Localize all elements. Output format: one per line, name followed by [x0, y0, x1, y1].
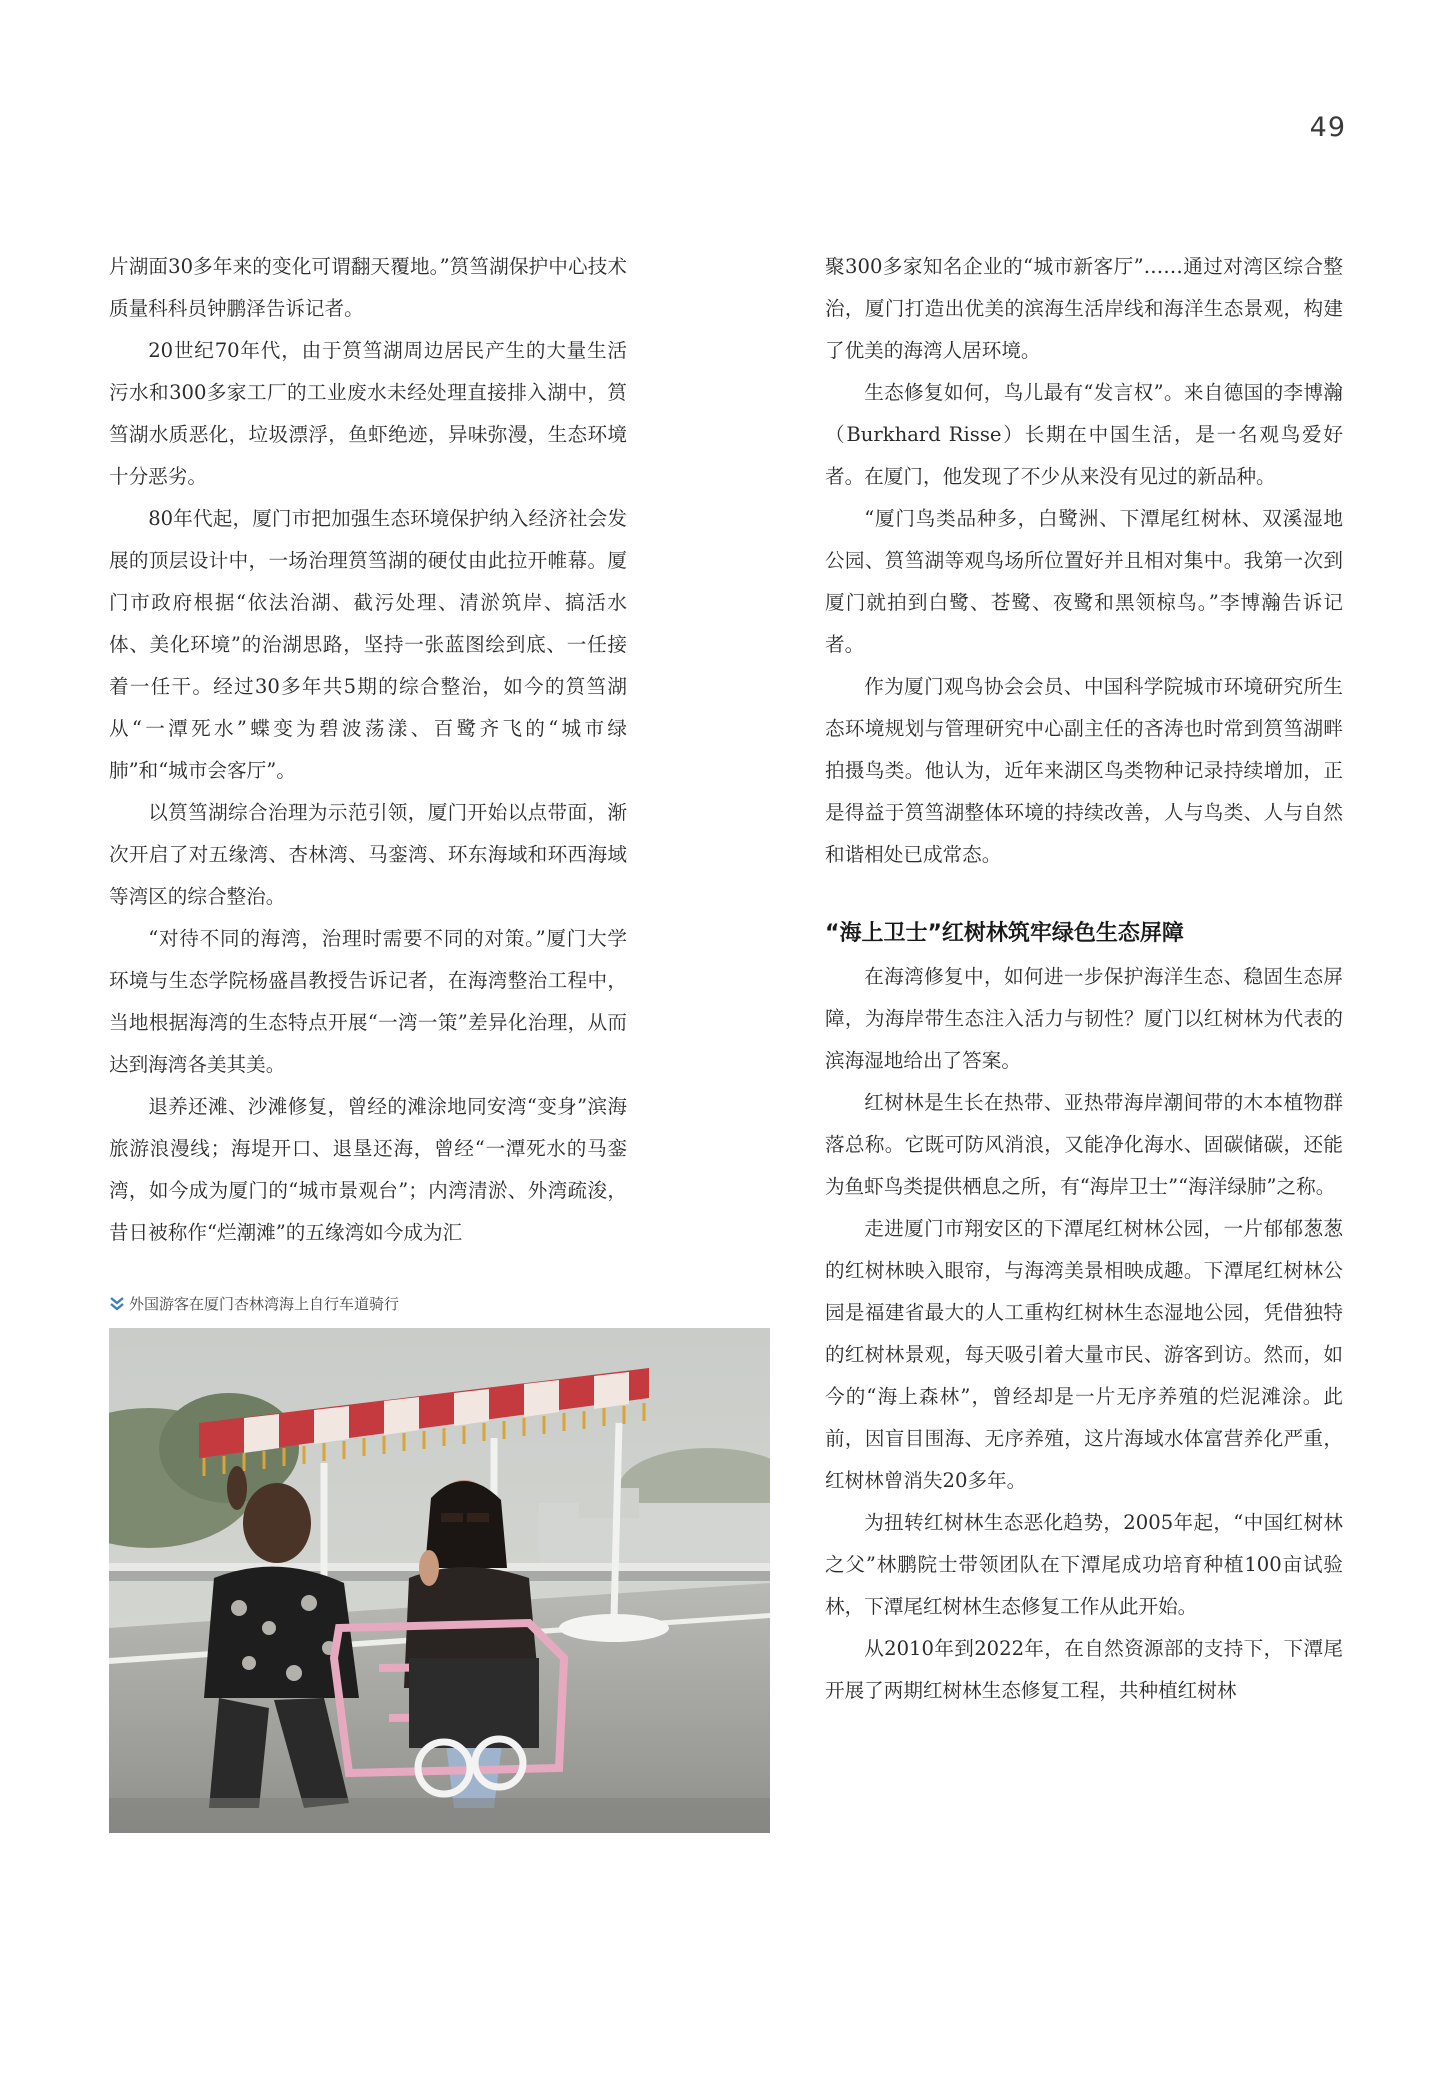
article-paragraph: 走进厦门市翔安区的下潭尾红树林公园，一片郁郁葱葱的红树林映入眼帘，与海湾美景相映成趣。下潭尾红树林公园是福建省最大的人工重构红树林生态湿地公园，凭借独特的红树林景观，每天吸引着大量市民、游客到访。然而，如今的“海上森林”，曾经却是一片无序养殖的烂泥滩涂。此前，因盲目围海、无序养殖，这片海域水体富营养化严重，红树林曾消失20多年。 [825, 1217, 1343, 1492]
article-paragraph: 聚300多家知名企业的“城市新客厅”……通过对湾区综合整治，厦门打造出优美的滨海生活岸线和海洋生态景观，构建了优美的海湾人居环境。 [825, 255, 1343, 362]
article-paragraph: “对待不同的海湾，治理时需要不同的对策。”厦门大学环境与生态学院杨盛昌教授告诉记者，在海湾整治工程中，当地根据海湾的生态特点开展“一湾一策”差异化治理，从而达到海湾各美其美。 [109, 927, 627, 1076]
article-paragraph: 20世纪70年代，由于筼筜湖周边居民产生的大量生活污水和300多家工厂的工业废水未经处理直接排入湖中，筼筜湖水质恶化，垃圾漂浮，鱼虾绝迹，异味弥漫，生态环境十分恶劣。 [109, 339, 627, 488]
article-paragraph: 生态修复如何，鸟儿最有“发言权”。来自德国的李博瀚（Burkhard Risse）长期在中国生活，是一名观鸟爱好者。在厦门，他发现了不少从来没有见过的新品种。 [825, 381, 1343, 488]
article-paragraph: 80年代起，厦门市把加强生态环境保护纳入经济社会发展的顶层设计中，一场治理筼筜湖的硬仗由此拉开帷幕。厦门市政府根据“依法治湖、截污处理、清淤筑岸、搞活水体、美化环境”的治湖思路，坚持一张蓝图绘到底、一任接着一任干。经过30多年共5期的综合整治，如今的筼筜湖从“一潭死水”蝶变为碧波荡漾、百鹭齐飞的“城市绿肺”和“城市会客厅”。 [109, 507, 627, 782]
article-paragraph: 片湖面30多年来的变化可谓翻天覆地。”筼筜湖保护中心技术质量科科员钟鹏泽告诉记者。 [109, 255, 627, 320]
section-heading: “海上卫士”红树林筑牢绿色生态屏障 [825, 921, 1184, 946]
article-paragraph: “厦门鸟类品种多，白鹭洲、下潭尾红树林、双溪湿地公园、筼筜湖等观鸟场所位置好并且相对集中。我第一次到厦门就拍到白鹭、苍鹭、夜鹭和黑领椋鸟。”李博瀚告诉记者。 [825, 507, 1343, 656]
article-paragraph: 从2010年到2022年，在自然资源部的支持下，下潭尾开展了两期红树林生态修复工程，共种植红树林 [825, 1637, 1343, 1702]
article-paragraph: 红树林是生长在热带、亚热带海岸潮间带的木本植物群落总称。它既可防风消浪，又能净化海水、固碳储碳，还能为鱼虾鸟类提供栖息之所，有“海岸卫士”“海洋绿肺”之称。 [825, 1091, 1343, 1198]
photo-caption [109, 1292, 629, 1316]
right-column [825, 246, 1343, 1712]
photo-caption-text: 外国游客在厦门杏林湾海上自行车道骑行 [129, 1295, 400, 1313]
chevron-down-icon [109, 1296, 125, 1312]
left-column [109, 246, 627, 1254]
article-paragraph: 在海湾修复中，如何进一步保护海洋生态、稳固生态屏障，为海岸带生态注入活力与韧性？厦门以红树林为代表的滨海湿地给出了答案。 [825, 965, 1343, 1072]
article-paragraph: 退养还滩、沙滩修复，曾经的滩涂地同安湾“变身”滨海旅游浪漫线；海堤开口、退垦还海，曾经“一潭死水的马銮湾，如今成为厦门的“城市景观台”；内湾清淤、外湾疏浚，昔日被称作“烂潮滩”的五缘湾如今成为汇 [109, 1095, 627, 1244]
article-paragraph: 为扭转红树林生态恶化趋势，2005年起，“中国红树林之父”林鹏院士带领团队在下潭尾成功培育种植100亩试验林，下潭尾红树林生态修复工作从此开始。 [825, 1511, 1343, 1618]
article-paragraph: 以筼筜湖综合治理为示范引领，厦门开始以点带面，渐次开启了对五缘湾、杏林湾、马銮湾、环东海域和环西海域等湾区的综合整治。 [109, 801, 627, 908]
cyclists-photo [109, 1328, 770, 1833]
article-paragraph: 作为厦门观鸟协会会员、中国科学院城市环境研究所生态环境规划与管理研究中心副主任的吝涛也时常到筼筜湖畔拍摄鸟类。他认为，近年来湖区鸟类物种记录持续增加，正是得益于筼筜湖整体环境的持续改善，人与鸟类、人与自然和谐相处已成常态。 [825, 675, 1343, 866]
page-number: 49 [1309, 112, 1346, 143]
